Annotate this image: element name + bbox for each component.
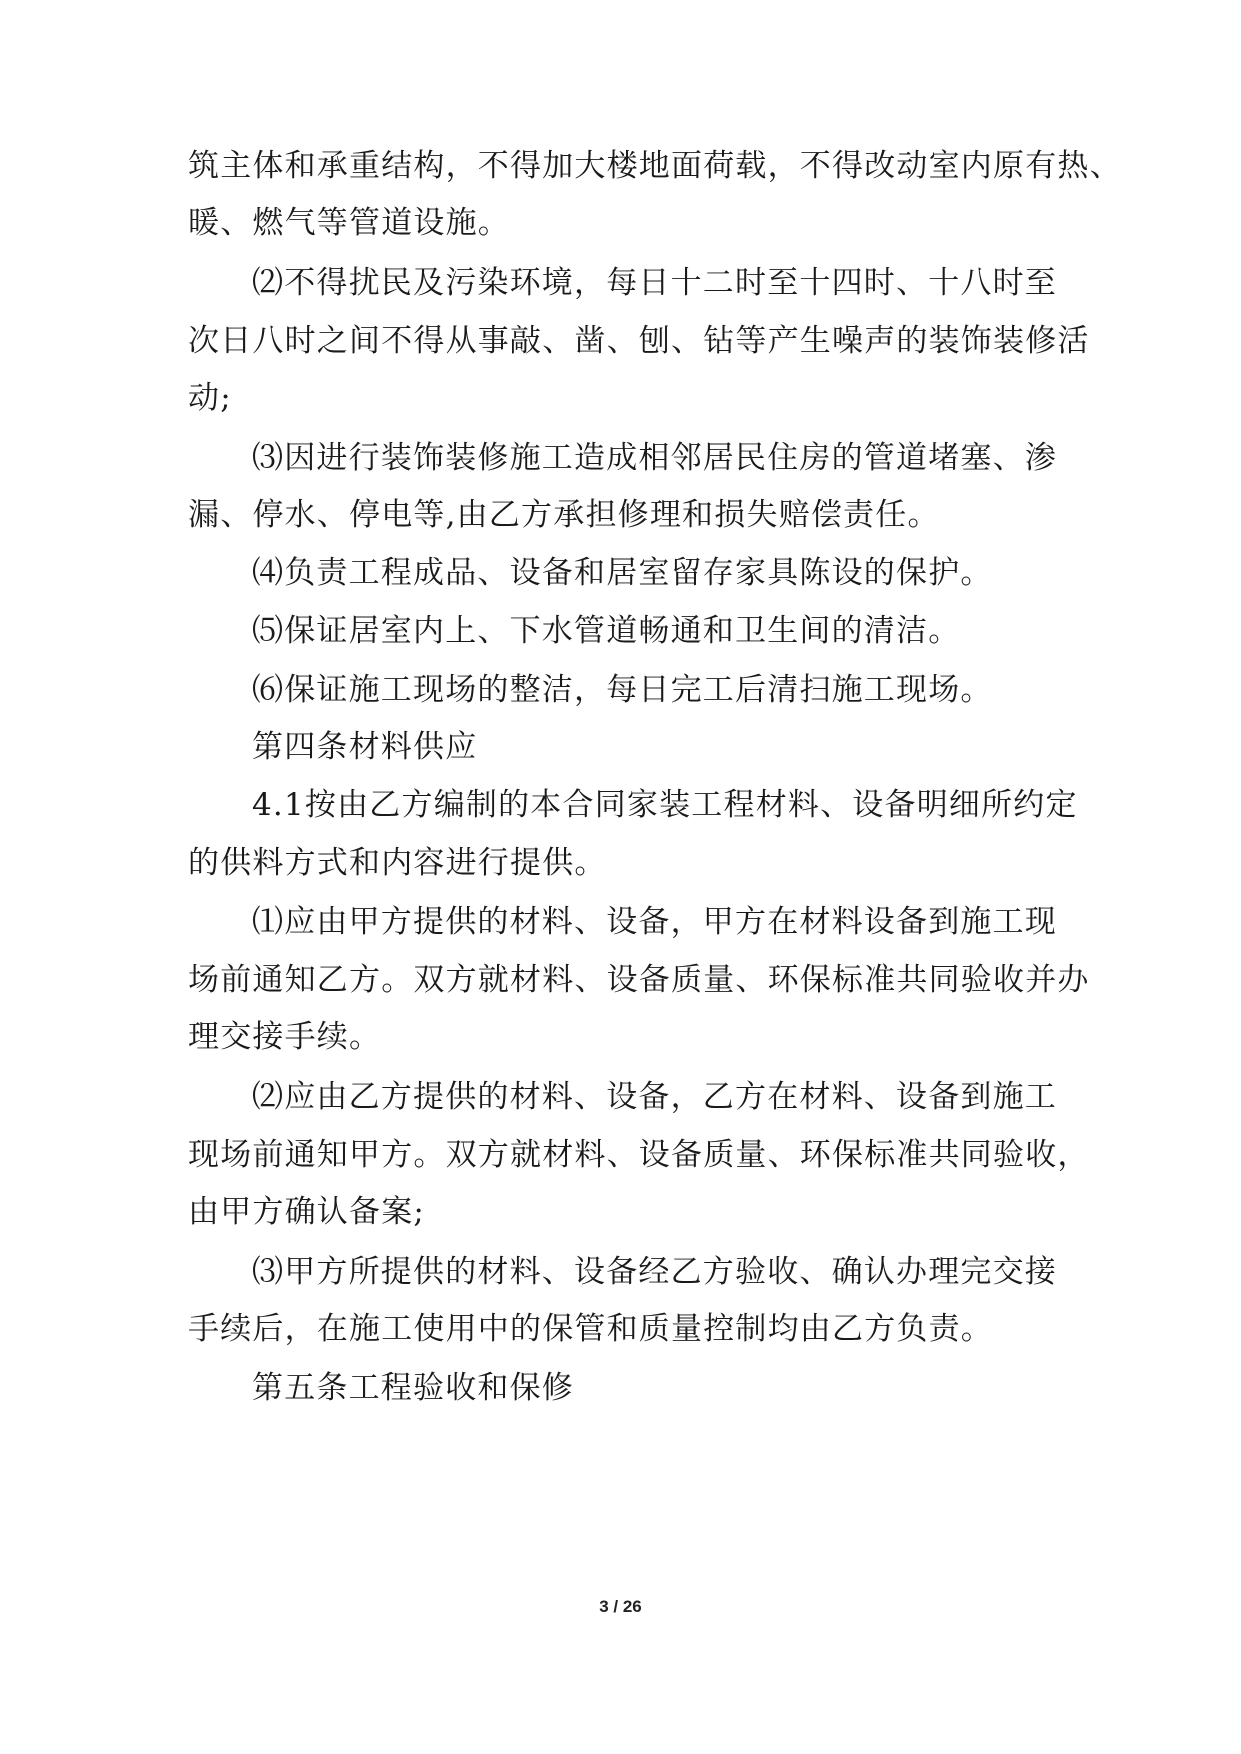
section-heading: 第五条工程验收和保修: [252, 1370, 574, 1406]
body-text-line: 动;: [188, 380, 232, 416]
clause-item: ⑶因进行装饰装修施工造成相邻居民住房的管道堵塞、渗: [252, 440, 1057, 476]
body-text-line: 漏、停水、停电等,由乙方承担修理和损失赔偿责任。: [188, 497, 940, 533]
section-heading: 第四条材料供应: [252, 729, 478, 765]
page-number: 3 / 26: [599, 1597, 642, 1616]
clause-item: ⑴应由甲方提供的材料、设备，甲方在材料设备到施工现: [252, 904, 1057, 940]
body-text-line: 筑主体和承重结构，不得加大楼地面荷载，不得改动室内原有热、: [188, 148, 1122, 184]
body-text-line: 现场前通知甲方。双方就材料、设备质量、环保标准共同验收，: [188, 1137, 1090, 1173]
clause-item: ⑸保证居室内上、下水管道畅通和卫生间的清洁。: [252, 613, 961, 649]
body-text-line: 手续后，在施工使用中的保管和质量控制均由乙方负责。: [188, 1311, 993, 1347]
clause-item: ⑶甲方所提供的材料、设备经乙方验收、确认办理完交接: [252, 1254, 1057, 1290]
body-text-line: 由甲方确认备案;: [188, 1194, 426, 1230]
clause-item: ⑵应由乙方提供的材料、设备，乙方在材料、设备到施工: [252, 1079, 1057, 1115]
body-text-line: 的供料方式和内容进行提供。: [188, 845, 607, 881]
clause-item: 4.1按由乙方编制的本合同家装工程材料、设备明细所约定: [252, 787, 1078, 823]
body-text-line: 场前通知乙方。双方就材料、设备质量、环保标准共同验收并办: [188, 962, 1090, 998]
clause-item: ⑵不得扰民及污染环境，每日十二时至十四时、十八时至: [252, 265, 1057, 301]
clause-item: ⑹保证施工现场的整洁，每日完工后清扫施工现场。: [252, 672, 993, 708]
body-text-line: 理交接手续。: [188, 1019, 382, 1055]
body-text-line: 次日八时之间不得从事敲、凿、刨、钻等产生噪声的装饰装修活: [188, 323, 1090, 359]
body-text-line: 暖、燃气等管道设施。: [188, 205, 510, 241]
clause-item: ⑷负责工程成品、设备和居室留存家具陈设的保护。: [252, 555, 993, 591]
